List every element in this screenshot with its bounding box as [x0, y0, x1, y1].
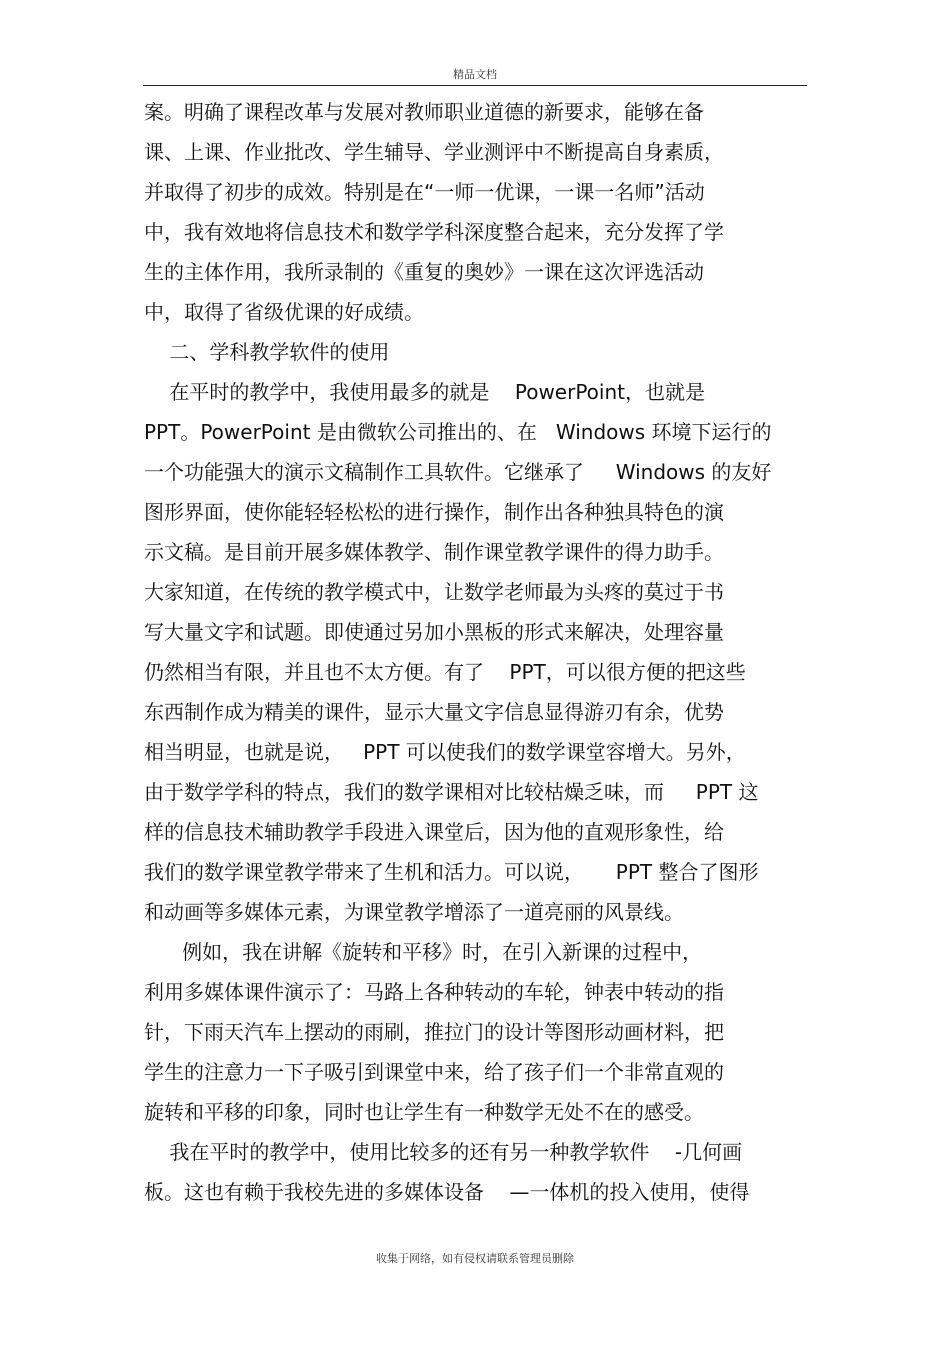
text-line: 案。明确了课程改革与发展对教师职业道德的新要求，能够在备 — [144, 100, 704, 124]
text-line: 中，我有效地将信息技术和数学学科深度整合起来，充分发挥了学 — [144, 220, 724, 244]
text-line: 写大量文字和试题。即使通过另加小黑板的形式来解决，处理容量 — [144, 620, 724, 644]
text-line: 我们的数学课堂教学带来了生机和活力。可以说， PPT 整合了图形 — [144, 860, 759, 884]
text-line: 旋转和平移的印象，同时也让学生有一种数学无处不在的感受。 — [144, 1100, 704, 1124]
page-header: 精品文档 — [453, 68, 497, 81]
text-line: 中，取得了省级优课的好成绩。 — [144, 300, 424, 324]
text-line: 一个功能强大的演示文稿制作工具软件。它继承了 Windows 的友好 — [144, 460, 772, 484]
text-line: 课、上课、作业批改、学生辅导、学业测评中不断提高自身素质， — [144, 140, 724, 164]
text-line: 样的信息技术辅助教学手段进入课堂后，因为他的直观形象性，给 — [144, 820, 724, 844]
text-line: 例如，我在讲解《旋转和平移》时，在引入新课的过程中， — [144, 940, 703, 964]
text-line: 板。这也有赖于我校先进的多媒体设备 —一体机的投入使用，使得 — [144, 1180, 750, 1204]
section-heading: 二、学科教学软件的使用 — [144, 340, 390, 364]
text-line: PPT。PowerPoint 是由微软公司推出的、在 Windows 环境下运行的 — [144, 420, 772, 444]
header-divider — [143, 85, 807, 86]
text-line: 大家知道，在传统的教学模式中，让数学老师最为头疼的莫过于书 — [144, 580, 724, 604]
text-line: 在平时的教学中，我使用最多的就是 PowerPoint，也就是 — [144, 380, 705, 404]
text-line: 和动画等多媒体元素，为课堂教学增添了一道亮丽的风景线。 — [144, 900, 684, 924]
text-line: 我在平时的教学中，使用比较多的还有另一种教学软件 -几何画 — [144, 1140, 743, 1164]
text-line: 相当明显，也就是说， PPT 可以使我们的数学课堂容增大。另外， — [144, 740, 746, 764]
text-line: 仍然相当有限，并且也不太方便。有了 PPT，可以很方便的把这些 — [144, 660, 746, 684]
page-footer: 收集于网络，如有侵权请联系管理员删除 — [376, 1252, 574, 1265]
text-line: 图形界面，使你能轻轻松松的进行操作，制作出各种独具特色的演 — [144, 500, 724, 524]
text-line: 东西制作成为精美的课件，显示大量文字信息显得游刃有余，优势 — [144, 700, 724, 724]
text-line: 利用多媒体课件演示了：马路上各种转动的车轮，钟表中转动的指 — [144, 980, 724, 1004]
text-line: 示文稿。是目前开展多媒体教学、制作课堂教学课件的得力助手。 — [144, 540, 724, 564]
text-line: 由于数学学科的特点，我们的数学课相对比较枯燥乏味，而 PPT 这 — [144, 780, 759, 804]
text-line: 学生的注意力一下子吸引到课堂中来，给了孩子们一个非常直观的 — [144, 1060, 724, 1084]
text-line: 并取得了初步的成效。特别是在“一师一优课，一课一名师”活动 — [144, 180, 705, 204]
text-line: 生的主体作用，我所录制的《重复的奥妙》一课在这次评选活动 — [144, 260, 704, 284]
text-line: 针，下雨天汽车上摆动的雨刷，推拉门的设计等图形动画材料，把 — [144, 1020, 724, 1044]
